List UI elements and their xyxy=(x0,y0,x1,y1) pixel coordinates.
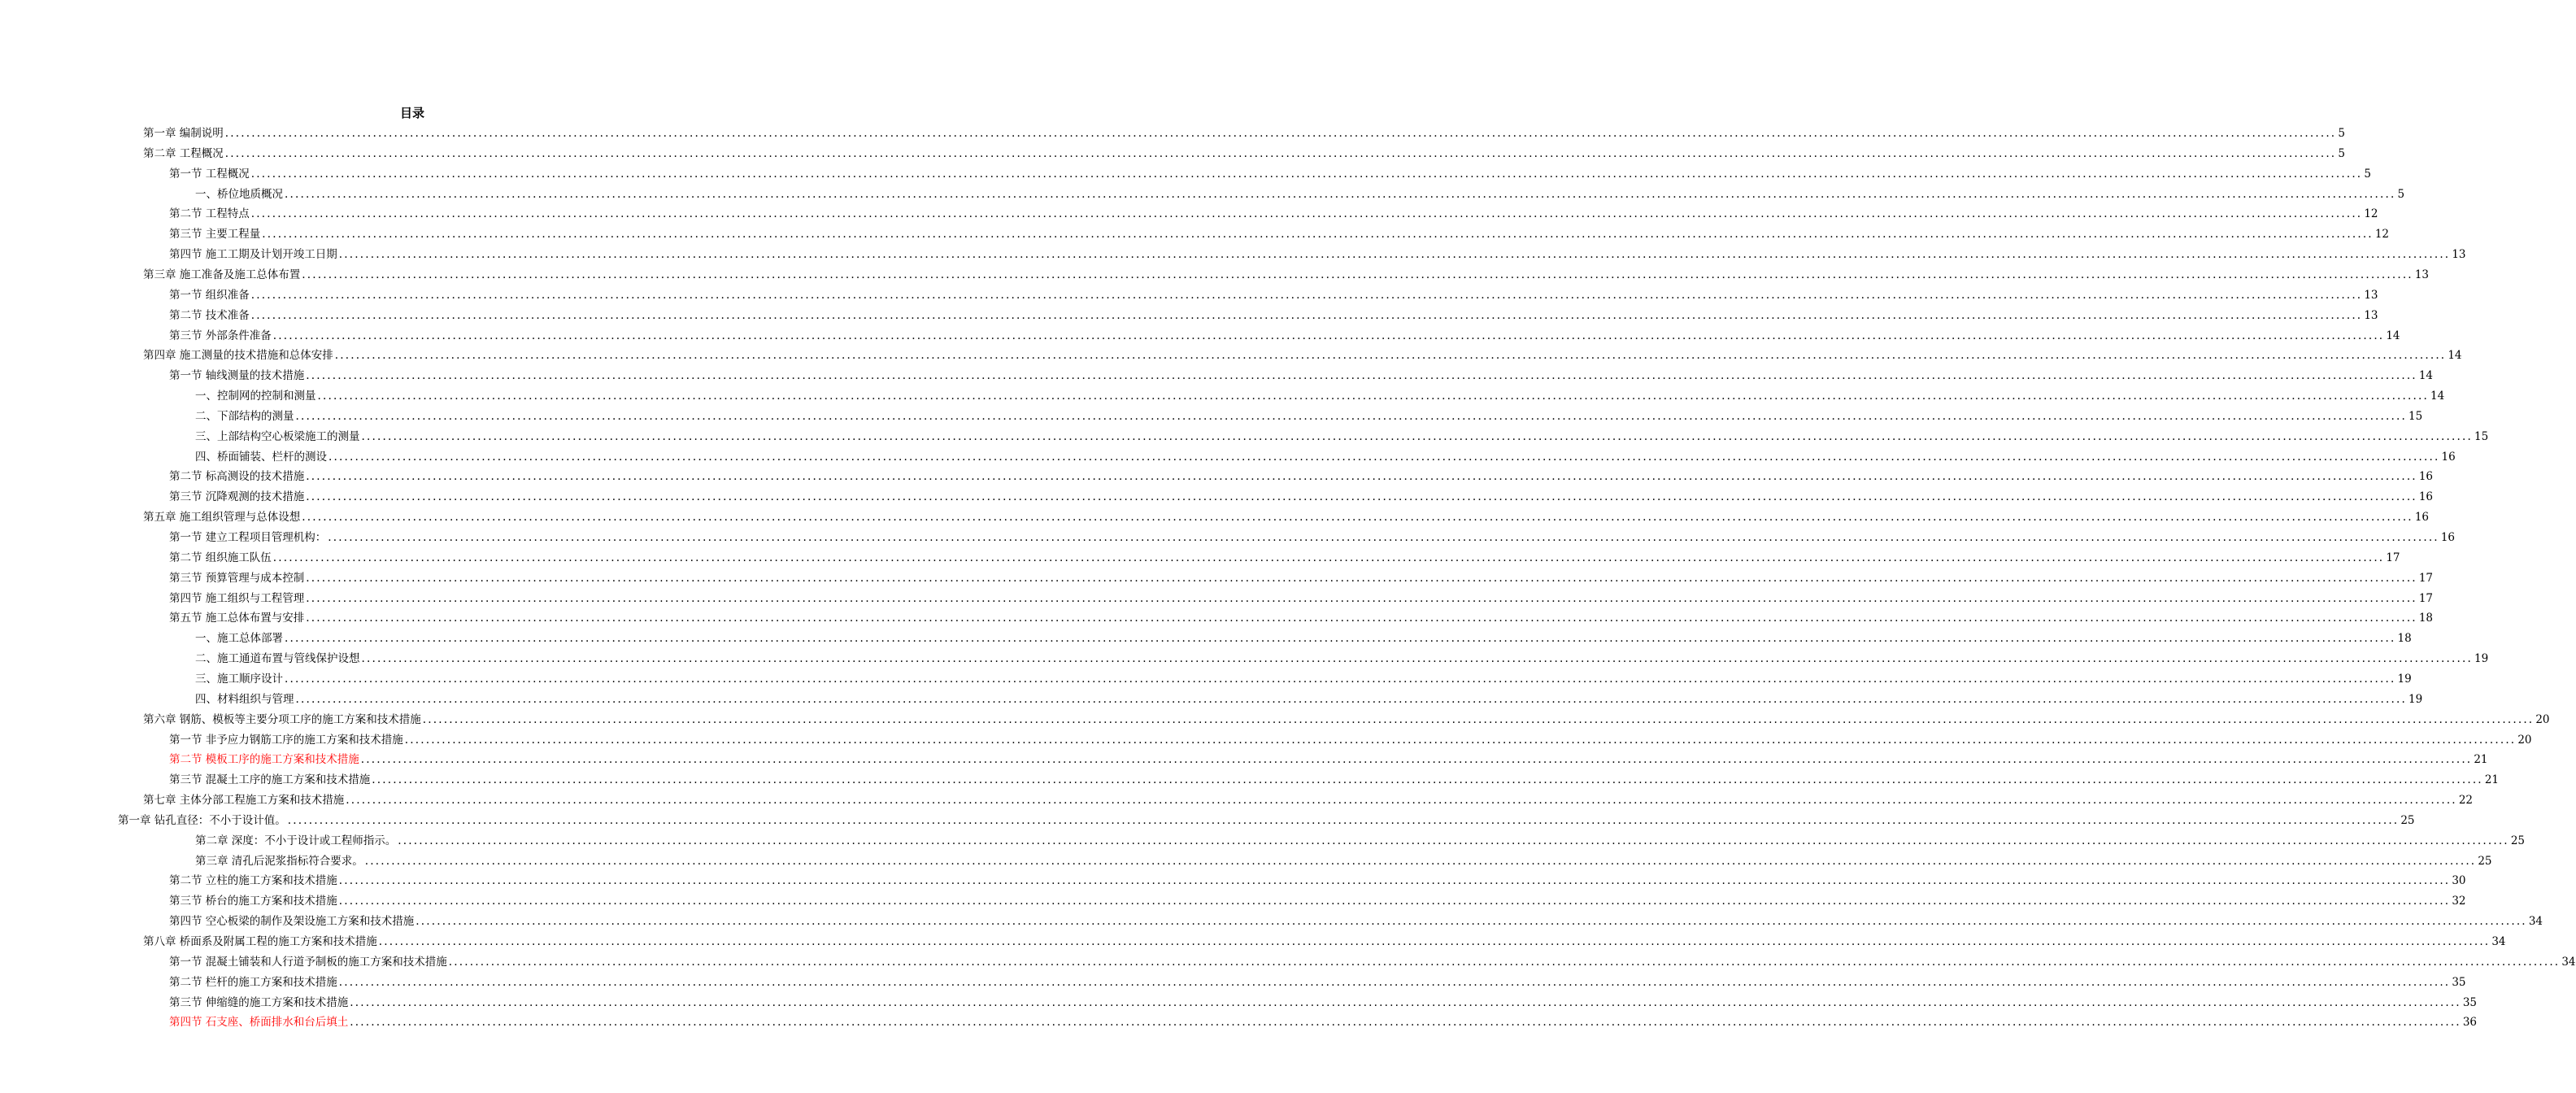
toc-entry[interactable] xyxy=(169,366,2433,385)
toc-entry-page-number: 13 xyxy=(2414,268,2429,281)
toc-dot-leader: ................................................................................................................................................................................................................................................................................................................................................................................................................ xyxy=(224,146,2337,160)
toc-entry-page-number: 14 xyxy=(2386,329,2400,342)
toc-entry[interactable] xyxy=(143,346,2462,365)
toc-entry-title: 第二节 立柱的施工方案和技术措施 xyxy=(169,874,337,888)
toc-entry-title: 四、材料组织与管理 xyxy=(195,692,294,706)
toc-entry-title: 第一节 建立工程项目管理机构： xyxy=(169,531,327,544)
toc-dot-leader: ................................................................................................................................................................................................................................................................................................................................................................................................................ xyxy=(306,612,2417,625)
toc-entry-title: 第二节 栏杆的施工方案和技术措施 xyxy=(169,975,337,989)
toc-dot-leader: ................................................................................................................................................................................................................................................................................................................................................................................................................ xyxy=(250,167,2363,181)
toc-entry[interactable] xyxy=(169,204,2378,224)
toc-entry-title: 第四节 施工工期及计划开竣工日期 xyxy=(169,248,337,262)
toc-dot-leader: ................................................................................................................................................................................................................................................................................................................................................................................................................ xyxy=(404,733,2517,747)
toc-entry-title: 第二章 工程概况 xyxy=(143,146,224,160)
toc-entry[interactable] xyxy=(195,649,2489,668)
toc-entry-title: 第三节 桥台的施工方案和技术措施 xyxy=(169,895,337,908)
toc-entry[interactable] xyxy=(195,690,2423,709)
toc-entry-title: 第二节 技术准备 xyxy=(169,308,250,322)
toc-entry-title: 第四节 施工组织与工程管理 xyxy=(169,591,305,605)
toc-entry-page-number: 32 xyxy=(2452,895,2466,908)
toc-entry-page-number: 36 xyxy=(2462,1016,2477,1030)
toc-entry[interactable] xyxy=(195,407,2423,426)
toc-dot-leader: ................................................................................................................................................................................................................................................................................................................................................................................................................ xyxy=(306,490,2417,504)
toc-entry-title: 第二节 模板工序的施工方案和技术措施 xyxy=(169,753,359,767)
toc-entry[interactable] xyxy=(169,528,2455,547)
toc-dot-leader: ................................................................................................................................................................................................................................................................................................................................................................................................................ xyxy=(338,874,2451,888)
toc-entry-title: 一、桥位地质概况 xyxy=(195,187,283,201)
toc-dot-leader: ................................................................................................................................................................................................................................................................................................................................................................................................................ xyxy=(350,995,2461,1009)
toc-entry[interactable] xyxy=(169,487,2433,507)
toc-entry[interactable] xyxy=(169,224,2389,244)
toc-entry[interactable] xyxy=(143,144,2345,163)
toc-entry[interactable] xyxy=(143,265,2429,285)
toc-entry-page-number: 34 xyxy=(2561,955,2576,969)
toc-title: 目录 xyxy=(399,106,424,120)
toc-entry-title: 第三节 外部条件准备 xyxy=(169,329,272,342)
toc-entry-title: 第一节 混凝土铺装和人行道予制板的施工方案和技术措施 xyxy=(169,955,447,969)
toc-entry-page-number: 14 xyxy=(2448,349,2462,363)
toc-entry-title: 一、控制网的控制和测量 xyxy=(195,390,316,403)
toc-entry-title: 第五章 施工组织管理与总体设想 xyxy=(143,511,301,525)
toc-entry[interactable] xyxy=(195,629,2412,648)
toc-dot-leader: ................................................................................................................................................................................................................................................................................................................................................................................................................ xyxy=(338,895,2451,908)
toc-dot-leader: ................................................................................................................................................................................................................................................................................................................................................................................................................ xyxy=(416,915,2527,929)
toc-entry-page-number: 16 xyxy=(2418,490,2433,504)
toc-entry-title: 第四节 空心板梁的制作及架设施工方案和技术措施 xyxy=(169,915,415,929)
toc-entry-title: 第一节 工程概况 xyxy=(169,167,250,181)
toc-dot-leader: ................................................................................................................................................................................................................................................................................................................................................................................................................ xyxy=(302,268,2413,281)
toc-entry[interactable] xyxy=(169,589,2433,608)
toc-entry[interactable] xyxy=(169,1012,2477,1032)
toc-entry-page-number: 21 xyxy=(2484,773,2499,787)
toc-entry-title: 第三节 混凝土工序的施工方案和技术措施 xyxy=(169,773,371,787)
toc-entry[interactable] xyxy=(169,164,2371,184)
toc-entry-title: 四、桥面铺装、栏杆的测设 xyxy=(195,450,327,464)
toc-entry-title: 一、施工总体部署 xyxy=(195,632,283,646)
toc-entry[interactable] xyxy=(143,124,2345,143)
toc-entry[interactable] xyxy=(169,245,2466,264)
toc-entry-page-number: 15 xyxy=(2408,409,2423,423)
toc-dot-leader: ................................................................................................................................................................................................................................................................................................................................................................................................................ xyxy=(224,127,2337,140)
toc-entry-title: 第三节 沉降观测的技术措施 xyxy=(169,490,305,504)
toc-dot-leader: ................................................................................................................................................................................................................................................................................................................................................................................................................ xyxy=(317,390,2430,403)
toc-entry-title: 三、上部结构空心板梁施工的测量 xyxy=(195,429,360,443)
toc-dot-leader: ................................................................................................................................................................................................................................................................................................................................................................................................................ xyxy=(302,511,2413,525)
toc-entry[interactable] xyxy=(169,770,2499,790)
toc-dot-leader: ................................................................................................................................................................................................................................................................................................................................................................................................................ xyxy=(334,349,2447,363)
toc-entry[interactable] xyxy=(169,548,2400,568)
toc-dot-leader: ................................................................................................................................................................................................................................................................................................................................................................................................................ xyxy=(250,288,2363,302)
toc-entry-title: 二、下部结构的测量 xyxy=(195,409,294,423)
toc-entry-page-number: 5 xyxy=(2364,167,2371,181)
toc-entry-page-number: 34 xyxy=(2491,935,2506,948)
toc-entry[interactable] xyxy=(169,871,2466,891)
toc-dot-leader: ................................................................................................................................................................................................................................................................................................................................................................................................................ xyxy=(364,854,2477,868)
toc-entry-page-number: 16 xyxy=(2441,450,2456,464)
toc-dot-leader: ................................................................................................................................................................................................................................................................................................................................................................................................................ xyxy=(360,753,2473,767)
toc-entry[interactable] xyxy=(169,467,2433,486)
toc-entry[interactable] xyxy=(169,891,2466,911)
toc-entry-page-number: 16 xyxy=(2414,511,2429,525)
toc-entry[interactable] xyxy=(169,730,2532,750)
toc-entry[interactable] xyxy=(118,811,2415,830)
toc-entry-title: 第三节 主要工程量 xyxy=(169,228,261,242)
toc-entry[interactable] xyxy=(169,973,2466,992)
toc-dot-leader: ................................................................................................................................................................................................................................................................................................................................................................................................................ xyxy=(306,470,2417,484)
toc-entry-title: 第七章 主体分部工程施工方案和技术措施 xyxy=(143,794,345,808)
toc-entry-page-number: 25 xyxy=(2400,813,2415,827)
toc-dot-leader: ................................................................................................................................................................................................................................................................................................................................................................................................................ xyxy=(350,1016,2461,1030)
toc-dot-leader: ................................................................................................................................................................................................................................................................................................................................................................................................................ xyxy=(361,429,2474,443)
toc-entry-page-number: 35 xyxy=(2452,975,2466,989)
toc-entry-page-number: 21 xyxy=(2474,753,2488,767)
toc-entry[interactable] xyxy=(169,285,2378,305)
toc-entry-page-number: 15 xyxy=(2474,429,2489,443)
toc-entry-page-number: 5 xyxy=(2338,146,2345,160)
toc-entry-title: 第五节 施工总体布置与安排 xyxy=(169,612,305,625)
toc-entry-page-number: 18 xyxy=(2418,612,2433,625)
toc-entry-title: 第一节 轴线测量的技术措施 xyxy=(169,369,305,383)
toc-entry[interactable] xyxy=(169,568,2433,588)
toc-entry-title: 第八章 桥面系及附属工程的施工方案和技术措施 xyxy=(143,935,377,948)
toc-entry[interactable] xyxy=(195,851,2492,871)
toc-dot-leader: ................................................................................................................................................................................................................................................................................................................................................................................................................ xyxy=(338,975,2451,989)
toc-entry[interactable] xyxy=(195,185,2405,204)
toc-dot-leader: ................................................................................................................................................................................................................................................................................................................................................................................................................ xyxy=(250,308,2363,322)
toc-entry[interactable] xyxy=(169,993,2477,1012)
toc-dot-leader: ................................................................................................................................................................................................................................................................................................................................................................................................................ xyxy=(272,551,2385,564)
toc-entry-title: 第一章 钻孔直径：不小于设计值。 xyxy=(118,813,286,827)
toc-entry-page-number: 13 xyxy=(2364,308,2378,322)
toc-entry-page-number: 12 xyxy=(2364,207,2378,221)
toc-entry[interactable] xyxy=(169,912,2543,931)
toc-entry-title: 第三节 预算管理与成本控制 xyxy=(169,571,305,585)
toc-dot-leader: ................................................................................................................................................................................................................................................................................................................................................................................................................ xyxy=(329,450,2440,464)
toc-entry[interactable] xyxy=(169,326,2400,346)
toc-entry-page-number: 12 xyxy=(2374,228,2389,242)
toc-entry-title: 第六章 钢筋、模板等主要分项工序的施工方案和技术措施 xyxy=(143,712,421,726)
toc-entry-title: 第二节 工程特点 xyxy=(169,207,250,221)
toc-entry[interactable] xyxy=(143,932,2506,951)
toc-entry-page-number: 16 xyxy=(2418,470,2433,484)
toc-entry-page-number: 20 xyxy=(2517,733,2532,747)
toc-dot-leader: ................................................................................................................................................................................................................................................................................................................................................................................................................ xyxy=(378,935,2491,948)
toc-entry[interactable] xyxy=(169,750,2488,769)
toc-entry-page-number: 14 xyxy=(2418,369,2433,383)
toc-entry-page-number: 18 xyxy=(2397,632,2412,646)
toc-entry-title: 第三章 清孔后泥浆指标符合要求。 xyxy=(195,854,363,868)
toc-entry[interactable] xyxy=(169,952,2576,972)
toc-entry[interactable] xyxy=(143,507,2429,527)
toc-entry[interactable] xyxy=(169,306,2378,325)
toc-entry-title: 第一节 组织准备 xyxy=(169,288,250,302)
toc-entry-title: 第二节 标高测设的技术措施 xyxy=(169,470,305,484)
toc-entry-title: 三、施工顺序设计 xyxy=(195,672,283,686)
toc-entry-page-number: 19 xyxy=(2397,672,2412,686)
toc-entry-page-number: 35 xyxy=(2462,995,2477,1009)
toc-dot-leader: ................................................................................................................................................................................................................................................................................................................................................................................................................ xyxy=(295,409,2408,423)
toc-dot-leader: ................................................................................................................................................................................................................................................................................................................................................................................................................ xyxy=(250,207,2363,221)
toc-entry-page-number: 22 xyxy=(2458,794,2473,808)
toc-dot-leader: ................................................................................................................................................................................................................................................................................................................................................................................................................ xyxy=(287,813,2400,827)
toc-dot-leader: ................................................................................................................................................................................................................................................................................................................................................................................................................ xyxy=(306,369,2417,383)
toc-dot-leader: ................................................................................................................................................................................................................................................................................................................................................................................................................ xyxy=(285,672,2396,686)
toc-entry-page-number: 17 xyxy=(2386,551,2400,564)
toc-dot-leader: ................................................................................................................................................................................................................................................................................................................................................................................................................ xyxy=(361,652,2474,666)
toc-dot-leader: ................................................................................................................................................................................................................................................................................................................................................................................................................ xyxy=(306,571,2417,585)
toc-entry-page-number: 14 xyxy=(2430,390,2445,403)
toc-entry-title: 第四章 施工测量的技术措施和总体安排 xyxy=(143,349,333,363)
toc-entry[interactable] xyxy=(195,427,2489,446)
toc-entry[interactable] xyxy=(143,790,2473,810)
toc-entry-page-number: 5 xyxy=(2397,187,2405,201)
toc-dot-leader: ................................................................................................................................................................................................................................................................................................................................................................................................................ xyxy=(285,632,2396,646)
toc-dot-leader: ................................................................................................................................................................................................................................................................................................................................................................................................................ xyxy=(285,187,2396,201)
toc-entry-page-number: 5 xyxy=(2338,127,2345,140)
toc-entry-page-number: 25 xyxy=(2510,834,2525,847)
toc-entry-title: 第三节 伸缩缝的施工方案和技术措施 xyxy=(169,995,349,1009)
toc-dot-leader: ................................................................................................................................................................................................................................................................................................................................................................................................................ xyxy=(346,794,2457,808)
toc-entry-title: 第三章 施工准备及施工总体布置 xyxy=(143,268,301,281)
toc-entry-page-number: 17 xyxy=(2418,591,2433,605)
toc-entry-title: 第四节 石支座、桥面排水和台后填土 xyxy=(169,1016,349,1030)
toc-entry[interactable] xyxy=(195,831,2525,851)
toc-entry-page-number: 16 xyxy=(2440,531,2455,544)
toc-entry-page-number: 34 xyxy=(2528,915,2543,929)
toc-dot-leader: ................................................................................................................................................................................................................................................................................................................................................................................................................ xyxy=(338,248,2451,262)
toc-dot-leader: ................................................................................................................................................................................................................................................................................................................................................................................................................ xyxy=(448,955,2561,969)
toc-dot-leader: ................................................................................................................................................................................................................................................................................................................................................................................................................ xyxy=(262,228,2374,242)
toc-entry-page-number: 30 xyxy=(2452,874,2466,888)
toc-dot-leader: ................................................................................................................................................................................................................................................................................................................................................................................................................ xyxy=(328,531,2439,544)
toc-entry-title: 第二节 组织施工队伍 xyxy=(169,551,272,564)
toc-entry-page-number: 17 xyxy=(2418,571,2433,585)
toc-entry-page-number: 20 xyxy=(2535,712,2550,726)
toc-entry[interactable] xyxy=(143,710,2550,729)
toc-dot-leader: ................................................................................................................................................................................................................................................................................................................................................................................................................ xyxy=(272,329,2385,342)
toc-entry[interactable] xyxy=(195,447,2456,467)
toc-dot-leader: ................................................................................................................................................................................................................................................................................................................................................................................................................ xyxy=(306,591,2417,605)
toc-entry-title: 第一章 编制说明 xyxy=(143,127,224,140)
toc-entry-page-number: 19 xyxy=(2474,652,2489,666)
toc-entry[interactable] xyxy=(195,669,2412,689)
toc-dot-leader: ................................................................................................................................................................................................................................................................................................................................................................................................................ xyxy=(398,834,2509,847)
toc-dot-leader: ................................................................................................................................................................................................................................................................................................................................................................................................................ xyxy=(372,773,2483,787)
toc-entry[interactable] xyxy=(169,608,2433,628)
toc-entry-page-number: 13 xyxy=(2364,288,2378,302)
toc-entry-page-number: 19 xyxy=(2408,692,2423,706)
toc-dot-leader: ................................................................................................................................................................................................................................................................................................................................................................................................................ xyxy=(422,712,2535,726)
toc-entry-page-number: 13 xyxy=(2452,248,2466,262)
toc-entry-title: 第一节 非予应力钢筋工序的施工方案和技术措施 xyxy=(169,733,403,747)
toc-dot-leader: ................................................................................................................................................................................................................................................................................................................................................................................................................ xyxy=(295,692,2408,706)
toc-entry-title: 第二章 深度：不小于设计或工程师指示。 xyxy=(195,834,397,847)
toc-entry[interactable] xyxy=(195,386,2445,406)
toc-entry-title: 二、施工通道布置与管线保护设想 xyxy=(195,652,360,666)
toc-entry-page-number: 25 xyxy=(2478,854,2492,868)
